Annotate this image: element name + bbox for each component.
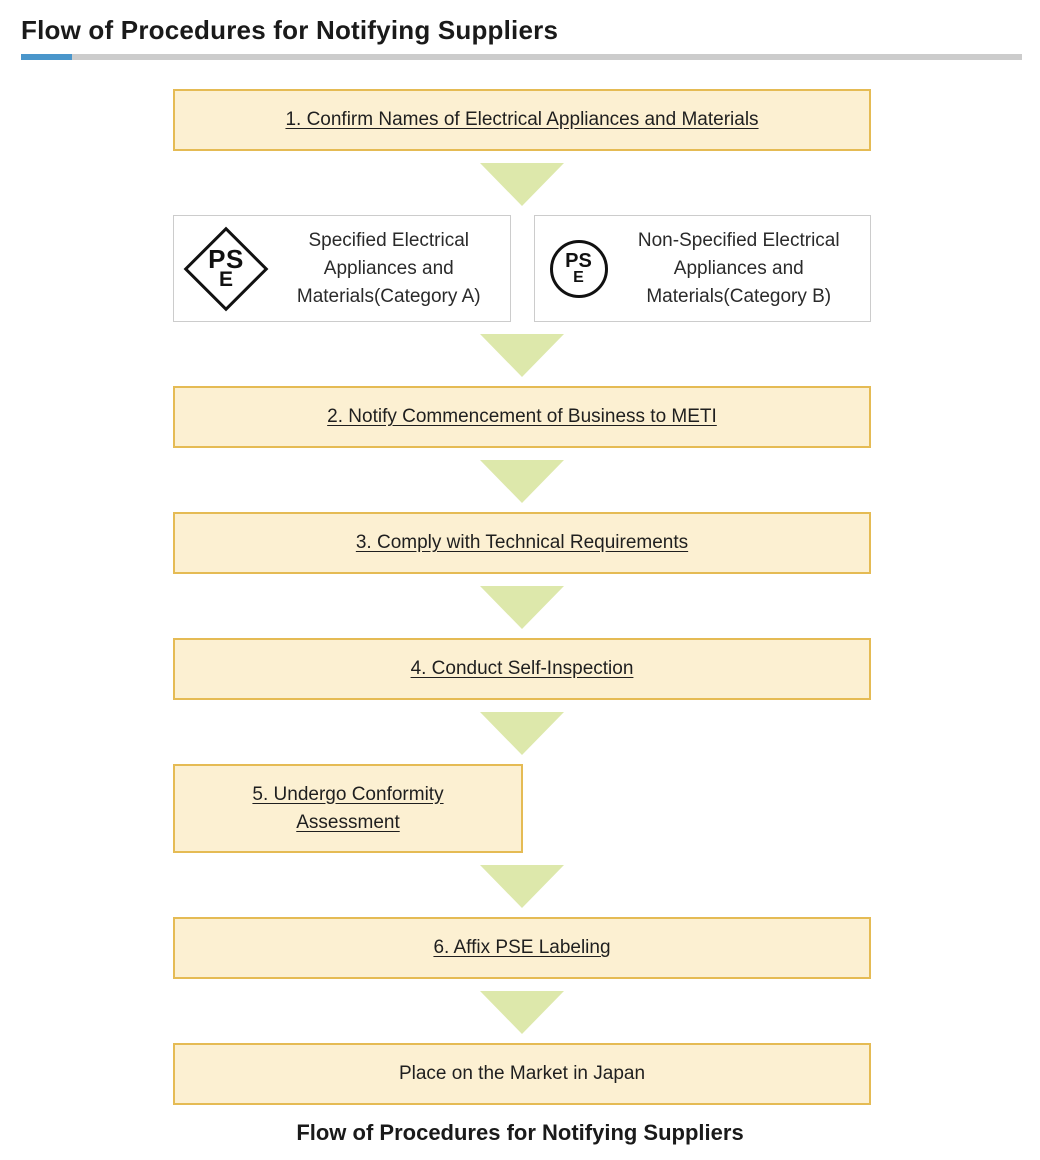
step-6-box bbox=[173, 917, 871, 979]
category-b-line-3: Materials(Category B) bbox=[646, 285, 832, 307]
flow-arrow-down-icon bbox=[480, 586, 564, 629]
title-divider-accent bbox=[21, 54, 72, 60]
step-5-box bbox=[173, 764, 523, 853]
pse-mark-e-text: E bbox=[573, 268, 584, 286]
flow-arrow-down-icon bbox=[480, 712, 564, 755]
step-2-link[interactable]: 2. Notify Commencement of Business to METI bbox=[327, 406, 717, 427]
step-1-box bbox=[173, 89, 871, 151]
category-b-line-2: Appliances and bbox=[673, 257, 804, 279]
final-step-box bbox=[173, 1043, 871, 1105]
title-divider bbox=[21, 54, 1022, 60]
step-4-link[interactable]: 4. Conduct Self-Inspection bbox=[410, 658, 634, 679]
flow-diagram bbox=[173, 89, 871, 1105]
flow-arrow-down-icon bbox=[480, 865, 564, 908]
pse-mark-ps-text: PS bbox=[208, 244, 244, 274]
category-row bbox=[173, 215, 871, 322]
pse-mark-e-text: E bbox=[218, 268, 233, 291]
step-6-link[interactable]: 6. Affix PSE Labeling bbox=[433, 937, 611, 958]
category-a-line-1: Specified Electrical bbox=[308, 229, 470, 251]
flow-arrow-down-icon bbox=[480, 460, 564, 503]
flow-arrow-down-icon bbox=[480, 991, 564, 1034]
pse-diamond-icon bbox=[184, 227, 268, 311]
final-step-label: Place on the Market in Japan bbox=[398, 1063, 646, 1084]
step-3-box bbox=[173, 512, 871, 574]
flow-arrow-down-icon bbox=[480, 163, 564, 206]
diagram-caption: Flow of Procedures for Notifying Suppliers bbox=[296, 1120, 744, 1145]
pse-circle-icon bbox=[550, 240, 608, 298]
category-a-label bbox=[268, 227, 510, 311]
page-title: Flow of Procedures for Notifying Suppliers bbox=[21, 15, 559, 45]
step-2-box bbox=[173, 386, 871, 448]
category-a-line-2: Appliances and bbox=[323, 257, 454, 279]
pse-diamond-letters bbox=[184, 227, 268, 311]
pse-mark-ps-text: PS bbox=[565, 249, 592, 272]
page bbox=[0, 14, 1040, 1160]
step-3-link[interactable]: 3. Comply with Technical Requirements bbox=[355, 532, 689, 553]
step-1-link[interactable]: 1. Confirm Names of Electrical Appliances and Materials bbox=[285, 109, 759, 130]
category-b-line-1: Non-Specified Electrical bbox=[637, 229, 840, 251]
flow-arrow-down-icon bbox=[480, 334, 564, 377]
pse-circle-letters bbox=[550, 240, 608, 298]
category-b-label bbox=[608, 227, 871, 311]
category-b-box bbox=[534, 215, 872, 322]
step-5-link[interactable]: 5. Undergo Conformity Assessment bbox=[252, 783, 444, 833]
category-a-box bbox=[173, 215, 511, 322]
step-4-box bbox=[173, 638, 871, 700]
category-a-line-3: Materials(Category A) bbox=[296, 285, 481, 307]
